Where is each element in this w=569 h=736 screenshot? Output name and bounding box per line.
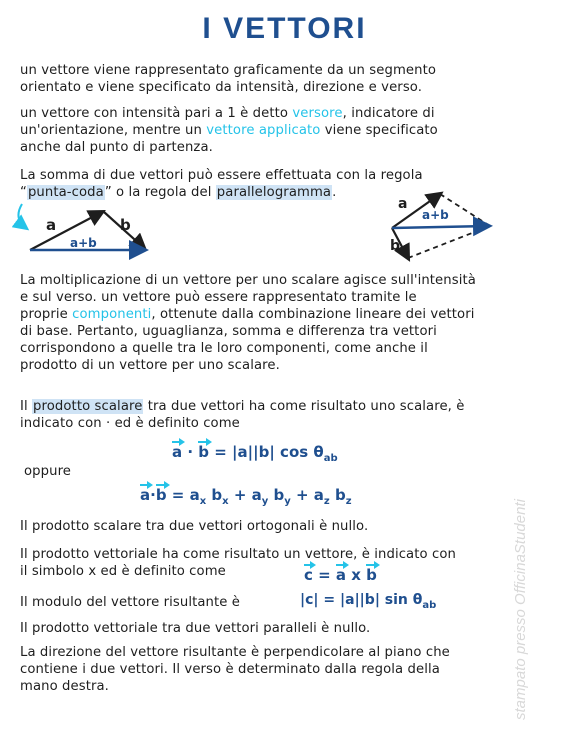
label-a: a (46, 216, 57, 234)
intro-paragraph: un vettore viene rappresentato graficamente da un segmento orientato e viene specificato da intensità, direzione e verso. (20, 63, 437, 95)
scalare-componenti-paragraph: La moltiplicazione di un vettore per uno scalare agisce sull'intensità e sul verso. un vettore può essere rappresentato tramite le proprie componenti, ottenute dalla combinazione lineare dei vettori di base. Pertanto, uguaglianza, somma e differenza tra vettori corrispondono a quelle tra le loro componenti, come anche il prodotto di un vettore per uno scalare. (20, 273, 476, 373)
term-punta-coda: punta-coda (27, 185, 104, 200)
versore-paragraph: un vettore con intensità pari a 1 è detto versore, indicatore di un'orientazione, mentre un vettore applicato viene specificato anche dal punto di partenza. (20, 106, 438, 155)
dashed-side (408, 226, 490, 258)
term-versore: versore (292, 106, 343, 121)
ortogonali-statement: Il prodotto scalare tra due vettori ortogonali è nullo. (20, 519, 369, 534)
curved-arrow-icon (19, 204, 26, 228)
label-a: a (398, 196, 408, 212)
label-b: b (390, 238, 401, 254)
term-componenti: componenti (72, 307, 152, 322)
formula-dot-product: a · b = |a||b| $\cos \theta_{ab}$ (172, 443, 338, 464)
prodotto-scalare-paragraph: Il prodotto scalare tra due vettori ha come risultato uno scalare, è indicato con · ed è definito come (20, 399, 465, 431)
direzione-paragraph: La direzione del vettore risultante è perpendicolare al piano che contiene i due vettori. Il verso è determinato dalla regola della mano destra. (20, 645, 450, 694)
term-prodotto-scalare: prodotto scalare (33, 399, 143, 414)
prodotto-vettoriale-paragraph: Il prodotto vettoriale ha come risultato un vettore, è indicato con il simbolo x ed è definito come (20, 547, 456, 579)
watermark: stampato presso OfficinaStudenti (512, 499, 529, 720)
punta-coda-diagram (12, 200, 172, 260)
modulo-statement: Il modulo del vettore risultante è (20, 595, 240, 610)
oppure-label: oppure (24, 464, 72, 479)
term-vettore-applicato: vettore applicato (206, 123, 321, 138)
parallelogramma-diagram (378, 186, 508, 266)
formula-cross-magnitude: |c| = |a||b| $\sin \theta_{ab}$ (300, 592, 437, 611)
vector-sum-arrow (392, 226, 488, 228)
term-parallelogramma: parallelogramma (216, 185, 332, 200)
label-b: b (120, 216, 131, 234)
label-sum: a+b (70, 236, 97, 250)
paralleli-statement: Il prodotto vettoriale tra due vettori paralleli è nullo. (20, 621, 371, 636)
label-sum: a+b (422, 208, 449, 222)
somma-paragraph: La somma di due vettori può essere effettuata con la regola “punta-coda” o la regola del parallelogramma. (20, 168, 423, 200)
page-title: I VETTORI (202, 12, 367, 45)
formula-cross-product: c = a x b (304, 566, 377, 584)
formula-components: $a\cdot b = a_x$ $b_x + a_y$ $b_y + a_z$ $b_z$ (140, 486, 352, 507)
